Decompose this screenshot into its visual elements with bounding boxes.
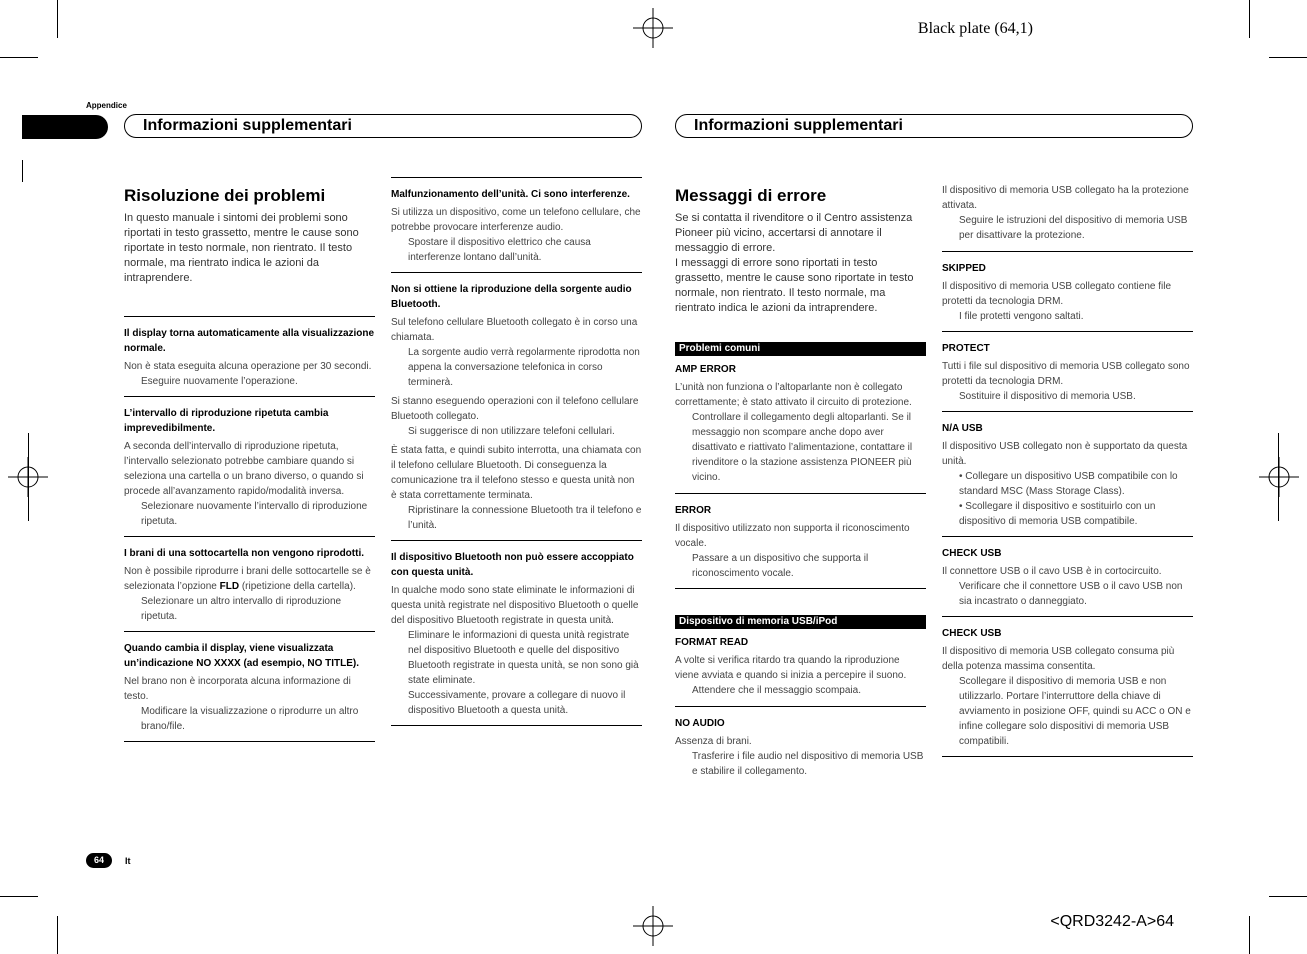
column-3 [675, 182, 926, 786]
cause-text: In qualche modo sono state eliminate le informazioni di questa unità registrate nel dispositivo Bluetooth o quelle del dispositivo Bluetooth registrate in questa unità. [391, 585, 639, 626]
cause-text: L’unità non funziona o l’altoparlante non è collegato correttamente; è stato attivato il circuito di protezione. [675, 382, 912, 408]
problem-title: Quando cambia il display, viene visualizzata un’indicazione NO XXXX (ad esempio, NO TITLE). [124, 643, 360, 669]
problem-title: I brani di una sottocartella non vengono riprodotti. [124, 548, 365, 559]
problem-entry [391, 540, 642, 726]
intro-text: I messaggi di errore sono riportati in testo grassetto, mentre le cause sono riportate in testo normale, non rientrato. Il testo normale, ma rientrato indica le azioni da intraprendere. [675, 257, 914, 314]
intro-text: Se si contatta il rivenditore o il Centro assistenza Pioneer più vicino, accertarsi di annotare il messaggio di errore. [675, 212, 913, 254]
error-title: FORMAT READ [675, 637, 749, 648]
cause-text: Assenza di brani. [675, 736, 752, 747]
action-text: Attendere che il messaggio scompaia. [692, 685, 861, 696]
error-entry [675, 493, 926, 589]
error-entry [942, 251, 1193, 331]
action-text: Modificare la visualizzazione o riprodurre un altro brano/file. [141, 706, 359, 732]
problem-entry [124, 316, 375, 396]
error-entry [675, 635, 926, 706]
cause-text-post: (ripetizione della cartella). [239, 581, 356, 592]
error-title: PROTECT [942, 343, 990, 354]
error-title: SKIPPED [942, 263, 986, 274]
problem-title: Non si ottiene la riproduzione della sorgente audio Bluetooth. [391, 284, 632, 310]
cause-text: Si stanno eseguendo operazioni con il telefono cellulare Bluetooth collegato. [391, 396, 639, 422]
action-text: Verificare che il connettore USB o il cavo USB non sia incastrato o danneggiato. [959, 581, 1183, 607]
document-code: <QRD3242-A>64 [1050, 913, 1174, 930]
action-text: Si suggerisce di non utilizzare telefoni cellulari. [408, 426, 615, 437]
action-text: La sorgente audio verrà regolarmente riprodotta non appena la conversazione telefonica in corso terminerà. [408, 347, 640, 388]
error-title: ERROR [675, 505, 712, 516]
page-number: 64 [86, 853, 112, 868]
error-entry [942, 331, 1193, 411]
error-entry [942, 411, 1193, 536]
action-text: Sostituire il dispositivo di memoria USB. [959, 391, 1136, 402]
problem-entry [124, 536, 375, 631]
action-text: Selezionare un altro intervallo di riproduzione ripetuta. [141, 596, 342, 622]
side-mark [22, 160, 23, 182]
section-title: Messaggi di errore [675, 186, 827, 205]
action-text: Successivamente, provare a collegare di nuovo il dispositivo Bluetooth a questa unità. [408, 690, 626, 716]
section-label: Appendice [86, 101, 127, 110]
cause-text: Il connettore USB o il cavo USB è in cortocircuito. [942, 566, 1162, 577]
error-title: CHECK USB [942, 548, 1002, 559]
action-text: • Collegare un dispositivo USB compatibile con lo standard MSC (Mass Storage Class). [959, 471, 1178, 497]
crop-mark [57, 916, 58, 954]
cause-text: A volte si verifica ritardo tra quando la riproduzione viene avviata e quando si inizia a percepire il suono. [675, 655, 907, 681]
column-1 [124, 182, 375, 742]
action-text: Trasferire i file audio nel dispositivo di memoria USB e stabilire il collegamento. [692, 751, 924, 777]
cause-text: È stata fatta, e quindi subito interrotta, una chiamata con il telefono cellulare Bluetooth. Di conseguenza la comunicazione tra il telefono stesso e questa unità non è stata correttamente terminata. [391, 445, 642, 501]
action-text: Passare a un dispositivo che supporta il riconoscimento vocale. [692, 553, 869, 579]
cause-text: Si utilizza un dispositivo, come un telefono cellulare, che potrebbe provocare interferenze audio. [391, 207, 641, 233]
cause-text: Non è stata eseguita alcuna operazione per 30 secondi. [124, 361, 372, 372]
problem-entry [391, 272, 642, 540]
error-entry [675, 362, 926, 493]
action-text: Eseguire nuovamente l’operazione. [141, 376, 298, 387]
error-title: AMP ERROR [675, 364, 736, 375]
language-code: It [125, 856, 131, 866]
crop-mark [1249, 0, 1250, 38]
problem-title: L’intervallo di riproduzione ripetuta cambia imprevedibilmente. [124, 408, 329, 434]
problem-title: Il dispositivo Bluetooth non può essere accoppiato con questa unità. [391, 552, 634, 578]
error-title: N/A USB [942, 423, 983, 434]
problem-title: Malfunzionamento dell’unità. Ci sono interferenze. [391, 189, 630, 200]
error-title: CHECK USB [942, 628, 1002, 639]
action-text: Selezionare nuovamente l’intervallo di riproduzione ripetuta. [141, 501, 368, 527]
action-text: Controllare il collegamento degli altoparlanti. Se il messaggio non scompare anche dopo aver disattivato e riattivato l’alimentazione, contattare il rivenditore o la stazione assistenza PIONEER più vicino. [692, 412, 913, 483]
error-entry [942, 616, 1193, 757]
cause-text-pre: Non è possibile riprodurre i brani delle sottocartelle se è selezionata l’opzione [124, 566, 371, 592]
registration-mark-icon [1259, 457, 1299, 497]
action-text: I file protetti vengono saltati. [959, 311, 1084, 322]
category-bar: Problemi comuni [675, 342, 926, 356]
column-2 [391, 177, 642, 726]
cause-text: Nel brano non è incorporata alcuna informazione di testo. [124, 676, 351, 702]
action-text: Scollegare il dispositivo di memoria USB e non utilizzarlo. Portare l’interruttore della chiave di avviamento in posizione OFF, quindi su ACC o ON e infine collegare solo dispositivi di memoria USB compatibili. [959, 676, 1191, 747]
error-title: NO AUDIO [675, 718, 725, 729]
crop-mark [1269, 896, 1307, 897]
cause-text: Il dispositivo utilizzato non supporta il riconoscimento vocale. [675, 523, 910, 549]
intro-text: In questo manuale i sintomi dei problemi sono riportati in testo grassetto, mentre le cause sono riportate in testo normale, non rientrato. Il testo normale, ma rientrato indica le azioni da intraprendere. [124, 212, 359, 284]
category-bar: Dispositivo di memoria USB/iPod [675, 615, 926, 629]
crop-mark [28, 433, 29, 521]
cause-text: Sul telefono cellulare Bluetooth collegato è in corso una chiamata. [391, 317, 638, 343]
crop-mark [1249, 916, 1250, 954]
action-text: • Scollegare il dispositivo e sostituirlo con un dispositivo di memoria USB compatibile. [959, 501, 1156, 527]
action-text: Spostare il dispositivo elettrico che causa interferenze lontano dall’unità. [408, 237, 591, 263]
cause-text: Il dispositivo di memoria USB collegato consuma più della potenza massima consentita. [942, 646, 1175, 672]
cause-text [124, 564, 375, 594]
section-title: Risoluzione dei problemi [124, 186, 326, 205]
side-tab [22, 115, 108, 139]
cause-text: Il dispositivo di memoria USB collegato ha la protezione attivata. [942, 185, 1189, 211]
error-entry [942, 183, 1193, 251]
problem-title: Il display torna automaticamente alla visualizzazione normale. [124, 328, 375, 354]
problem-entry [124, 396, 375, 536]
action-text: Ripristinare la connessione Bluetooth tra il telefono e l’unità. [408, 505, 642, 531]
error-entry [675, 706, 926, 786]
column-4 [942, 183, 1193, 757]
cause-text: Il dispositivo di memoria USB collegato contiene file protetti da tecnologia DRM. [942, 281, 1171, 307]
cause-text-bold: FLD [219, 581, 240, 592]
problem-entry [391, 177, 642, 272]
crop-mark [1269, 57, 1307, 58]
action-text: Eliminare le informazioni di questa unità registrate nel dispositivo Bluetooth e quelle del dispositivo Bluetooth registrate in questa unità, se non sono già state eliminate. [408, 630, 639, 686]
error-entry [942, 536, 1193, 616]
cause-text: Tutti i file sul dispositivo di memoria USB collegato sono protetti da tecnologia DRM. [942, 361, 1190, 387]
crop-mark [0, 896, 38, 897]
crop-mark [57, 0, 58, 38]
crop-mark [1278, 433, 1279, 521]
problem-entry [124, 631, 375, 742]
action-text: Seguire le istruzioni del dispositivo di memoria USB per disattivare la protezione. [959, 215, 1188, 241]
header-left: Informazioni supplementari [124, 114, 642, 138]
cause-text: A seconda dell’intervallo di riproduzione ripetuta, l’intervallo selezionato potrebbe cambiare quando si seleziona una cartella o un brano diverso, o quando si procede all’avanzamento rapido/modalità inversa. [124, 441, 364, 497]
plate-label: Black plate (64,1) [917, 20, 1033, 37]
header-right: Informazioni supplementari [675, 114, 1193, 138]
registration-mark-icon [633, 906, 673, 946]
crop-mark [0, 57, 38, 58]
registration-mark-icon [633, 8, 673, 48]
cause-text: Il dispositivo USB collegato non è supportato da questa unità. [942, 441, 1188, 467]
